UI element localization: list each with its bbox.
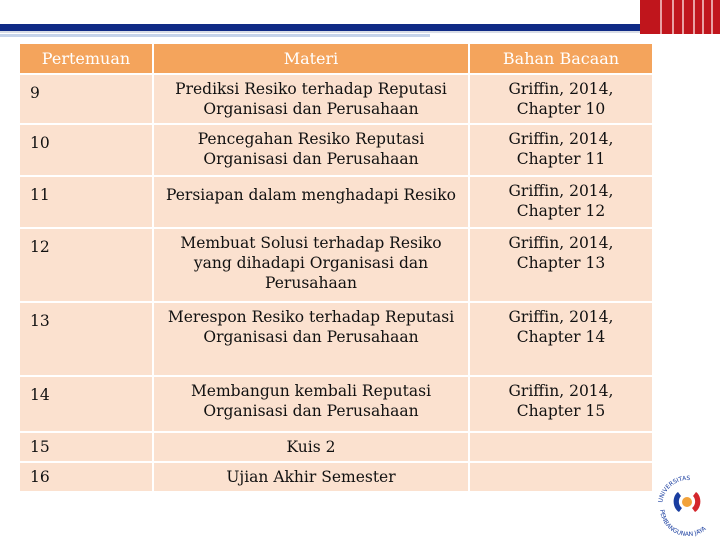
row-bacaan bbox=[469, 462, 653, 492]
row-bacaan: Griffin, 2014, Chapter 13 bbox=[469, 228, 653, 302]
header-materi: Materi bbox=[153, 43, 469, 74]
table-header-row bbox=[19, 43, 653, 74]
table-row bbox=[19, 302, 653, 376]
row-bacaan: Griffin, 2014, Chapter 15 bbox=[469, 376, 653, 432]
row-materi: Kuis 2 bbox=[153, 432, 469, 462]
row-bacaan: Griffin, 2014, Chapter 11 bbox=[469, 124, 653, 176]
header-lightblue-stripe bbox=[0, 34, 430, 37]
row-materi: Membangun kembali Reputasi Organisasi dan Perusahaan bbox=[153, 376, 469, 432]
header-grey-stripe bbox=[0, 31, 720, 33]
table-row bbox=[19, 124, 653, 176]
row-materi: Persiapan dalam menghadapi Resiko bbox=[153, 176, 469, 228]
row-number: 9 bbox=[19, 74, 153, 124]
row-number: 10 bbox=[19, 124, 153, 176]
row-bacaan: Griffin, 2014, Chapter 10 bbox=[469, 74, 653, 124]
header-bahan-bacaan: Bahan Bacaan bbox=[469, 43, 653, 74]
course-schedule-table bbox=[18, 42, 654, 493]
row-materi: Merespon Resiko terhadap Reputasi Organisasi dan Perusahaan bbox=[153, 302, 469, 376]
row-bacaan: Griffin, 2014, Chapter 12 bbox=[469, 176, 653, 228]
header-red-block bbox=[640, 0, 720, 34]
table-row bbox=[19, 74, 653, 124]
table-row bbox=[19, 432, 653, 462]
university-logo-icon bbox=[652, 462, 720, 540]
row-number: 11 bbox=[19, 176, 153, 228]
row-materi: Prediksi Resiko terhadap Reputasi Organisasi dan Perusahaan bbox=[153, 74, 469, 124]
logo-text-bottom: PEMBANGUNAN JAYA bbox=[658, 509, 708, 539]
row-bacaan: Griffin, 2014, Chapter 14 bbox=[469, 302, 653, 376]
table-row bbox=[19, 376, 653, 432]
row-bacaan bbox=[469, 432, 653, 462]
row-materi: Membuat Solusi terhadap Resiko yang dihadapi Organisasi dan Perusahaan bbox=[153, 228, 469, 302]
row-number: 12 bbox=[19, 228, 153, 302]
row-number: 16 bbox=[19, 462, 153, 492]
row-number: 15 bbox=[19, 432, 153, 462]
decorative-header-bar bbox=[0, 0, 720, 48]
row-materi: Pencegahan Resiko Reputasi Organisasi dan Perusahaan bbox=[153, 124, 469, 176]
table-row bbox=[19, 462, 653, 492]
row-number: 14 bbox=[19, 376, 153, 432]
table-row bbox=[19, 228, 653, 302]
table-row bbox=[19, 176, 653, 228]
row-materi: Ujian Akhir Semester bbox=[153, 462, 469, 492]
header-pertemuan: Pertemuan bbox=[19, 43, 153, 74]
header-blue-stripe bbox=[0, 24, 720, 31]
logo-text-top: UNIVERSITAS bbox=[657, 474, 691, 504]
row-number: 13 bbox=[19, 302, 153, 376]
